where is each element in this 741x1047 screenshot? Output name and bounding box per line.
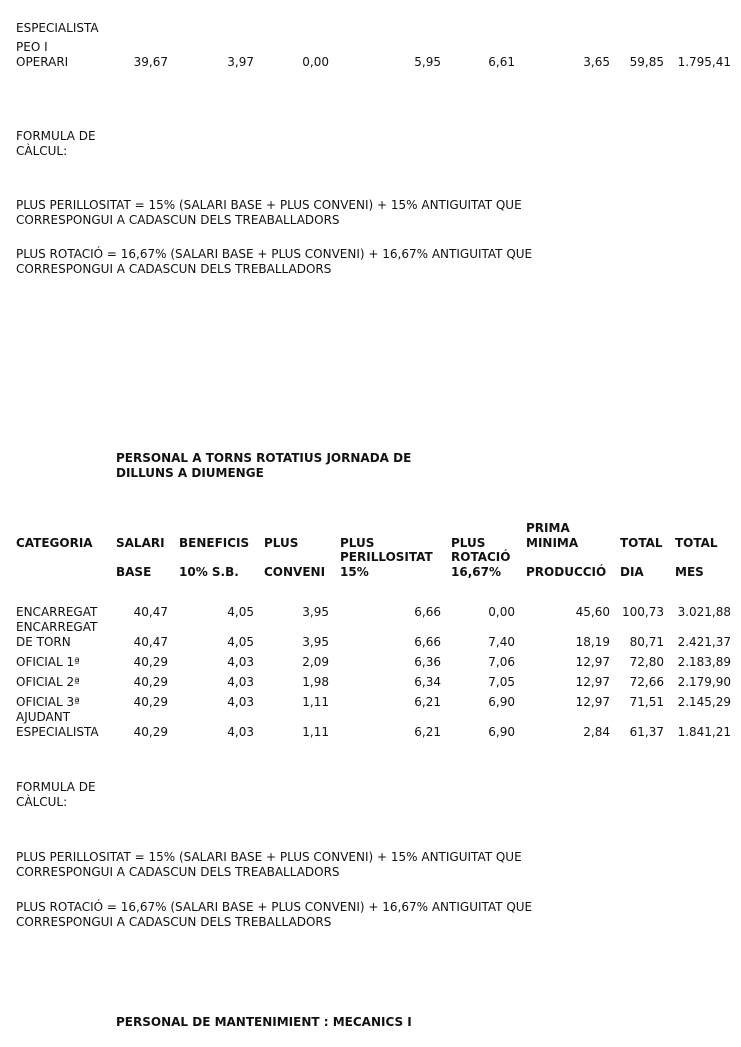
- category-label: OFICIAL 2ª: [16, 675, 80, 689]
- category-label: ESPECIALISTA: [16, 725, 99, 739]
- plus-rotacio-value: 6,90: [488, 695, 515, 709]
- plus-conveni-value: 1,11: [302, 695, 329, 709]
- prima-produccio-value: 3,65: [583, 55, 610, 69]
- header-prima-1: PRIMA: [526, 521, 570, 535]
- beneficis-value: 3,97: [227, 55, 254, 69]
- formula-heading-line2: CÀLCUL:: [16, 144, 68, 158]
- beneficis-value: 4,05: [227, 635, 254, 649]
- total-mes-value: 2.145,29: [677, 695, 731, 709]
- prima-produccio-value: 12,97: [575, 695, 610, 709]
- total-dia-value: 59,85: [629, 55, 664, 69]
- total-dia-value: 100,73: [622, 605, 664, 619]
- header-plus-perillositat-3: 15%: [340, 565, 369, 579]
- salari-base-value: 40,29: [133, 725, 168, 739]
- prima-produccio-value: 18,19: [575, 635, 610, 649]
- section-title-line1: PERSONAL A TORNS ROTATIUS JORNADA DE: [116, 451, 412, 465]
- header-categoria: CATEGORIA: [16, 536, 93, 550]
- salari-base-value: 40,29: [133, 655, 168, 669]
- plus-perillositat-value: 5,95: [414, 55, 441, 69]
- beneficis-value: 4,03: [227, 725, 254, 739]
- header-plus-perillositat-1: PLUS: [340, 536, 375, 550]
- salari-base-value: 40,47: [133, 635, 168, 649]
- category-label: DE TORN: [16, 635, 71, 649]
- header-plus-conveni-2: CONVENI: [264, 565, 326, 579]
- beneficis-value: 4,03: [227, 675, 254, 689]
- plus-rotacio-value: 6,61: [488, 55, 515, 69]
- total-mes-value: 2.179,90: [677, 675, 731, 689]
- category-label-line1: PEO I: [16, 40, 48, 54]
- formula-perillositat-line2: CORRESPONGUI A CADASCUN DELS TREABALLADORS: [16, 865, 340, 879]
- total-dia-value: 80,71: [629, 635, 664, 649]
- header-plus-rotacio-2: ROTACIÓ: [451, 550, 511, 564]
- plus-perillositat-value: 6,34: [414, 675, 441, 689]
- plus-conveni-value: 2,09: [302, 655, 329, 669]
- table-row: [0, 55, 741, 70]
- plus-conveni-value: 1,11: [302, 725, 329, 739]
- formula-heading-line1: FORMULA DE: [16, 780, 96, 794]
- category-label: ENCARREGAT: [16, 605, 98, 619]
- total-dia-value: 61,37: [629, 725, 664, 739]
- table-row: [0, 605, 741, 620]
- category-label: OFICIAL 3ª: [16, 695, 80, 709]
- plus-rotacio-value: 7,06: [488, 655, 515, 669]
- header-total-mes-1: TOTAL: [675, 536, 718, 550]
- beneficis-value: 4,03: [227, 695, 254, 709]
- salari-base-value: 40,47: [133, 605, 168, 619]
- plus-conveni-value: 3,95: [302, 605, 329, 619]
- beneficis-value: 4,05: [227, 605, 254, 619]
- table-row: [0, 635, 741, 650]
- formula-rotacio-line1: PLUS ROTACIÓ = 16,67% (SALARI BASE + PLUS CONVENI) + 16,67% ANTIGUITAT QUE: [16, 247, 533, 261]
- table-row: [0, 675, 741, 690]
- header-salari-2: BASE: [116, 565, 152, 579]
- plus-rotacio-value: 6,90: [488, 725, 515, 739]
- formula-perillositat-line2: CORRESPONGUI A CADASCUN DELS TREABALLADORS: [16, 213, 340, 227]
- formula-rotacio-line2: CORRESPONGUI A CADASCUN DELS TREBALLADORS: [16, 262, 332, 276]
- prima-produccio-value: 12,97: [575, 675, 610, 689]
- salari-base-value: 40,29: [133, 695, 168, 709]
- total-mes-value: 2.183,89: [677, 655, 731, 669]
- category-especialista-label: ESPECIALISTA: [16, 21, 99, 35]
- header-plus-rotacio-1: PLUS: [451, 536, 486, 550]
- total-dia-value: 71,51: [629, 695, 664, 709]
- prima-produccio-value: 12,97: [575, 655, 610, 669]
- header-beneficis-2: 10% S.B.: [179, 565, 239, 579]
- plus-perillositat-value: 6,21: [414, 725, 441, 739]
- plus-perillositat-value: 6,21: [414, 695, 441, 709]
- header-total-dia-2: DIA: [620, 565, 644, 579]
- salari-base-value: 39,67: [133, 55, 168, 69]
- formula-perillositat-line1: PLUS PERILLOSITAT = 15% (SALARI BASE + PLUS CONVENI) + 15% ANTIGUITAT QUE: [16, 198, 522, 212]
- category-label-top: AJUDANT: [16, 710, 71, 724]
- plus-conveni-value: 1,98: [302, 675, 329, 689]
- section-title-line2: DILLUNS A DIUMENGE: [116, 466, 264, 480]
- total-mes-value: 3.021,88: [677, 605, 731, 619]
- header-prima-2: MINIMA: [526, 536, 579, 550]
- formula-heading-line1: FORMULA DE: [16, 129, 96, 143]
- plus-conveni-value: 3,95: [302, 635, 329, 649]
- beneficis-value: 4,03: [227, 655, 254, 669]
- formula-perillositat-line1: PLUS PERILLOSITAT = 15% (SALARI BASE + PLUS CONVENI) + 15% ANTIGUITAT QUE: [16, 850, 522, 864]
- salari-base-value: 40,29: [133, 675, 168, 689]
- category-label-top: ENCARREGAT: [16, 620, 98, 634]
- header-total-dia-1: TOTAL: [620, 536, 663, 550]
- table-row: [0, 655, 741, 670]
- formula-rotacio-line2: CORRESPONGUI A CADASCUN DELS TREBALLADORS: [16, 915, 332, 929]
- formula-heading-line2: CÀLCUL:: [16, 795, 68, 809]
- section-title: PERSONAL DE MANTENIMIENT : MECANICS I: [116, 1015, 412, 1029]
- total-dia-value: 72,66: [629, 675, 664, 689]
- plus-conveni-value: 0,00: [302, 55, 329, 69]
- total-mes-value: 1.841,21: [677, 725, 731, 739]
- plus-rotacio-value: 7,40: [488, 635, 515, 649]
- header-plus-conveni-1: PLUS: [264, 536, 299, 550]
- plus-perillositat-value: 6,36: [414, 655, 441, 669]
- formula-rotacio-line1: PLUS ROTACIÓ = 16,67% (SALARI BASE + PLUS CONVENI) + 16,67% ANTIGUITAT QUE: [16, 900, 533, 914]
- prima-produccio-value: 45,60: [575, 605, 610, 619]
- header-salari-1: SALARI: [116, 536, 165, 550]
- table-row: [0, 725, 741, 740]
- plus-rotacio-value: 7,05: [488, 675, 515, 689]
- header-prima-3: PRODUCCIÓ: [526, 565, 607, 579]
- header-plus-rotacio-3: 16,67%: [451, 565, 501, 579]
- category-label: OPERARI: [16, 55, 69, 69]
- header-beneficis-1: BENEFICIS: [179, 536, 250, 550]
- header-plus-perillositat-2: PERILLOSITAT: [340, 550, 433, 564]
- total-mes-value: 2.421,37: [677, 635, 731, 649]
- plus-rotacio-value: 0,00: [488, 605, 515, 619]
- table-row: [0, 695, 741, 710]
- header-total-mes-2: MES: [675, 565, 704, 579]
- plus-perillositat-value: 6,66: [414, 605, 441, 619]
- category-label: OFICIAL 1ª: [16, 655, 80, 669]
- total-mes-value: 1.795,41: [677, 55, 731, 69]
- total-dia-value: 72,80: [629, 655, 664, 669]
- plus-perillositat-value: 6,66: [414, 635, 441, 649]
- prima-produccio-value: 2,84: [583, 725, 610, 739]
